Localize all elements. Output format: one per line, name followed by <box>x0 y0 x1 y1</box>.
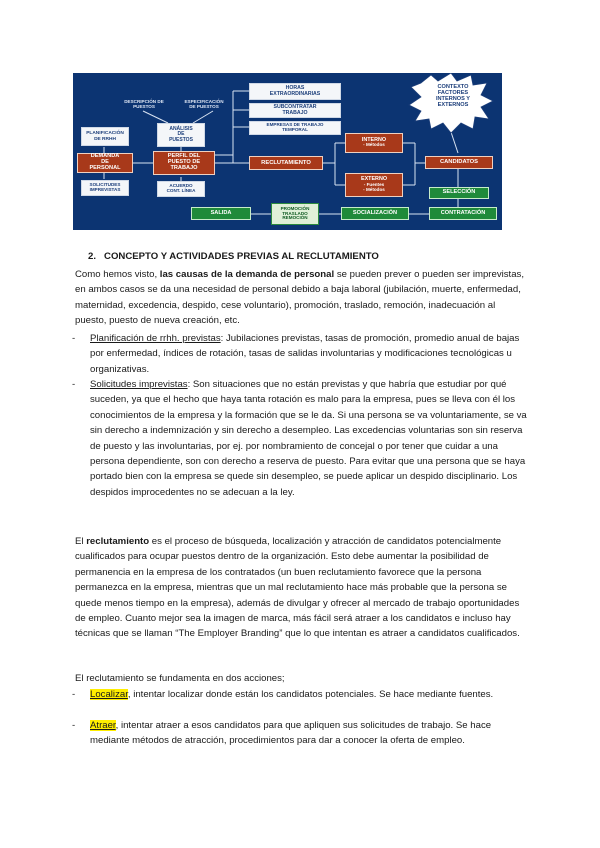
contexto-text: CONTEXTO FACTORES INTERNOS Y EXTERNOS <box>435 84 471 109</box>
box-analisis-puestos: ANÁLISIS DE PUESTOS <box>157 123 205 147</box>
box-acuerdo: ACUERDO CONT. LÍNEA <box>157 181 205 197</box>
box-contratacion: CONTRATACIÓN <box>429 207 497 220</box>
p1-pre: Como hemos visto, <box>75 269 160 280</box>
box-promocion: PROMOCIÓN TRASLADO REMOCIÓN <box>271 203 319 225</box>
externo-sub: - Fuentes - Métodos <box>363 182 385 192</box>
text-localizar: , intentar localizar donde están los candidatos potenciales. Se hace mediante fuentes. <box>127 689 494 700</box>
box-subcontratar-trabajo: SUBCONTRATAR TRABAJO <box>249 103 341 118</box>
list-dash: - <box>72 720 76 731</box>
list-dash: - <box>72 333 76 344</box>
box-perfil-puesto: PERFIL DEL PUESTO DE TRABAJO <box>153 151 215 175</box>
p2-pre: El <box>75 536 87 547</box>
externo-title: EXTERNO <box>360 176 388 183</box>
box-empresas-trabajo-temporal: EMPRESAS DE TRABAJO TEMPORAL <box>249 121 341 135</box>
label-descripcion-puestos: DESCRIPCIÓN DE PUESTOS <box>124 99 164 109</box>
text-planificacion: : Jubilaciones previstas, tasas de promoción, promedio anual de bajas por enfermedad, índices de rotación, tasas de salidas involuntarias y modificaciones tecnológicas u organizativas. <box>90 333 520 375</box>
paragraph-reclutamiento <box>75 534 527 642</box>
section-number: 2. <box>88 251 97 262</box>
list-dash: - <box>72 689 76 700</box>
box-externo <box>345 173 403 197</box>
p1-post: se pueden prever o pueden ser imprevistas, en ambos casos se da una necesidad de personal debido a baja laboral (jubilación, muerte, enfermedad, maternidad, excedencia, despido, cese voluntario), promoción, traslado, remoción, inadecuación al puesto, puesto de nueva creación, etc. <box>75 269 525 327</box>
box-socializacion: SOCIALIZACIÓN <box>341 207 409 220</box>
box-planificacion-rrhh: PLANIFICACIÓN DE RRHH <box>81 127 129 146</box>
list-item-solicitudes <box>72 377 527 500</box>
term-localizar: Localizar <box>90 689 128 700</box>
p2-post: es el proceso de búsqueda, localización y atracción de candidatos potencialmente cualificados para ocupar puestos dentro de la organización. Esto debe aumentar la posibilidad de permanencia en la empresa de los contratados (un buen reclutamiento favorece que la persona permanezca en la empresa, mientras que un mal reclutamiento hace más probable que la persona se quede menos tiempo en la empresa), además de divulgar y ofrecer al mercado de trabajo oportunidades de empleo. Cuanto mejor sea la imagen de marca, más fácil será atraer a los candidatos e incluso hay técnicas que se llaman “The Employer Branding” que lo que intentan es atraer a candidatos cualificados. <box>75 536 520 640</box>
text-atraer: , intentar atraer a esos candidatos para que apliquen sus solicitudes de trabajo. Se hace mediante métodos de atracción, procedimientos para dar a conocer la oferta de empleo. <box>90 720 492 747</box>
box-candidatos: CANDIDATOS <box>425 156 493 169</box>
interno-sub: - Métodos <box>363 142 385 148</box>
section-title: CONCEPTO Y ACTIVIDADES PREVIAS AL RECLUTAMIENTO <box>104 251 379 262</box>
list-item-atraer <box>72 718 527 749</box>
box-salida: SALIDA <box>191 207 251 220</box>
p2-bold: reclutamiento <box>86 536 150 547</box>
box-seleccion: SELECCIÓN <box>429 187 489 199</box>
p1-bold: las causas de la demanda de personal <box>159 269 335 280</box>
box-demanda-personal: DEMANDA DE PERSONAL <box>77 153 133 173</box>
paragraph-causas-demanda <box>75 267 527 329</box>
list-dash: - <box>72 379 76 390</box>
paragraph-acciones: El reclutamiento se fundamenta en dos acciones; <box>75 673 285 684</box>
recruitment-process-diagram <box>73 73 502 230</box>
interno-title: INTERNO <box>361 136 387 143</box>
term-solicitudes: Solicitudes imprevistas <box>90 379 188 390</box>
term-atraer: Atraer <box>90 720 116 731</box>
label-especificacion-puestos: ESPECIFICACIÓN DE PUESTOS <box>184 99 224 109</box>
term-planificacion: Planificación de rrhh. previstas <box>90 333 221 344</box>
list-item-localizar <box>72 687 527 702</box>
box-horas-extraordinarias: HORAS EXTRAORDINARIAS <box>249 83 341 100</box>
text-solicitudes: : Son situaciones que no están previstas y que habría que estudiar por qué suceden, ya que el hecho que haya tanta rotación es malo para la empresa, pues se lleva con él los conocimientos de la empresa y la formación que se le da. Si una persona se va voluntariamente, se va sin derecho a indemnización y sin derecho a desempleo. Las excedencias voluntarias son sin reserva de puesto y las involuntarias, por ej. por nombramiento de concejal o por tener que cuidar a una persona dependiente, son con derecho a reserva de puesto. Para evitar que una persona que se haya portado bien con la empresa se quede sin desempleo, se puede aplicar un despido disciplinario. Los despidos improcedentes no se adecuan a la ley. <box>90 379 527 498</box>
box-interno <box>345 133 403 153</box>
section-heading <box>88 251 379 262</box>
list-item-planificacion <box>72 331 527 377</box>
box-reclutamiento: RECLUTAMIENTO <box>249 156 323 170</box>
box-solicitudes-imprevistas: SOLICITUDES IMPREVISTAS <box>81 180 129 196</box>
